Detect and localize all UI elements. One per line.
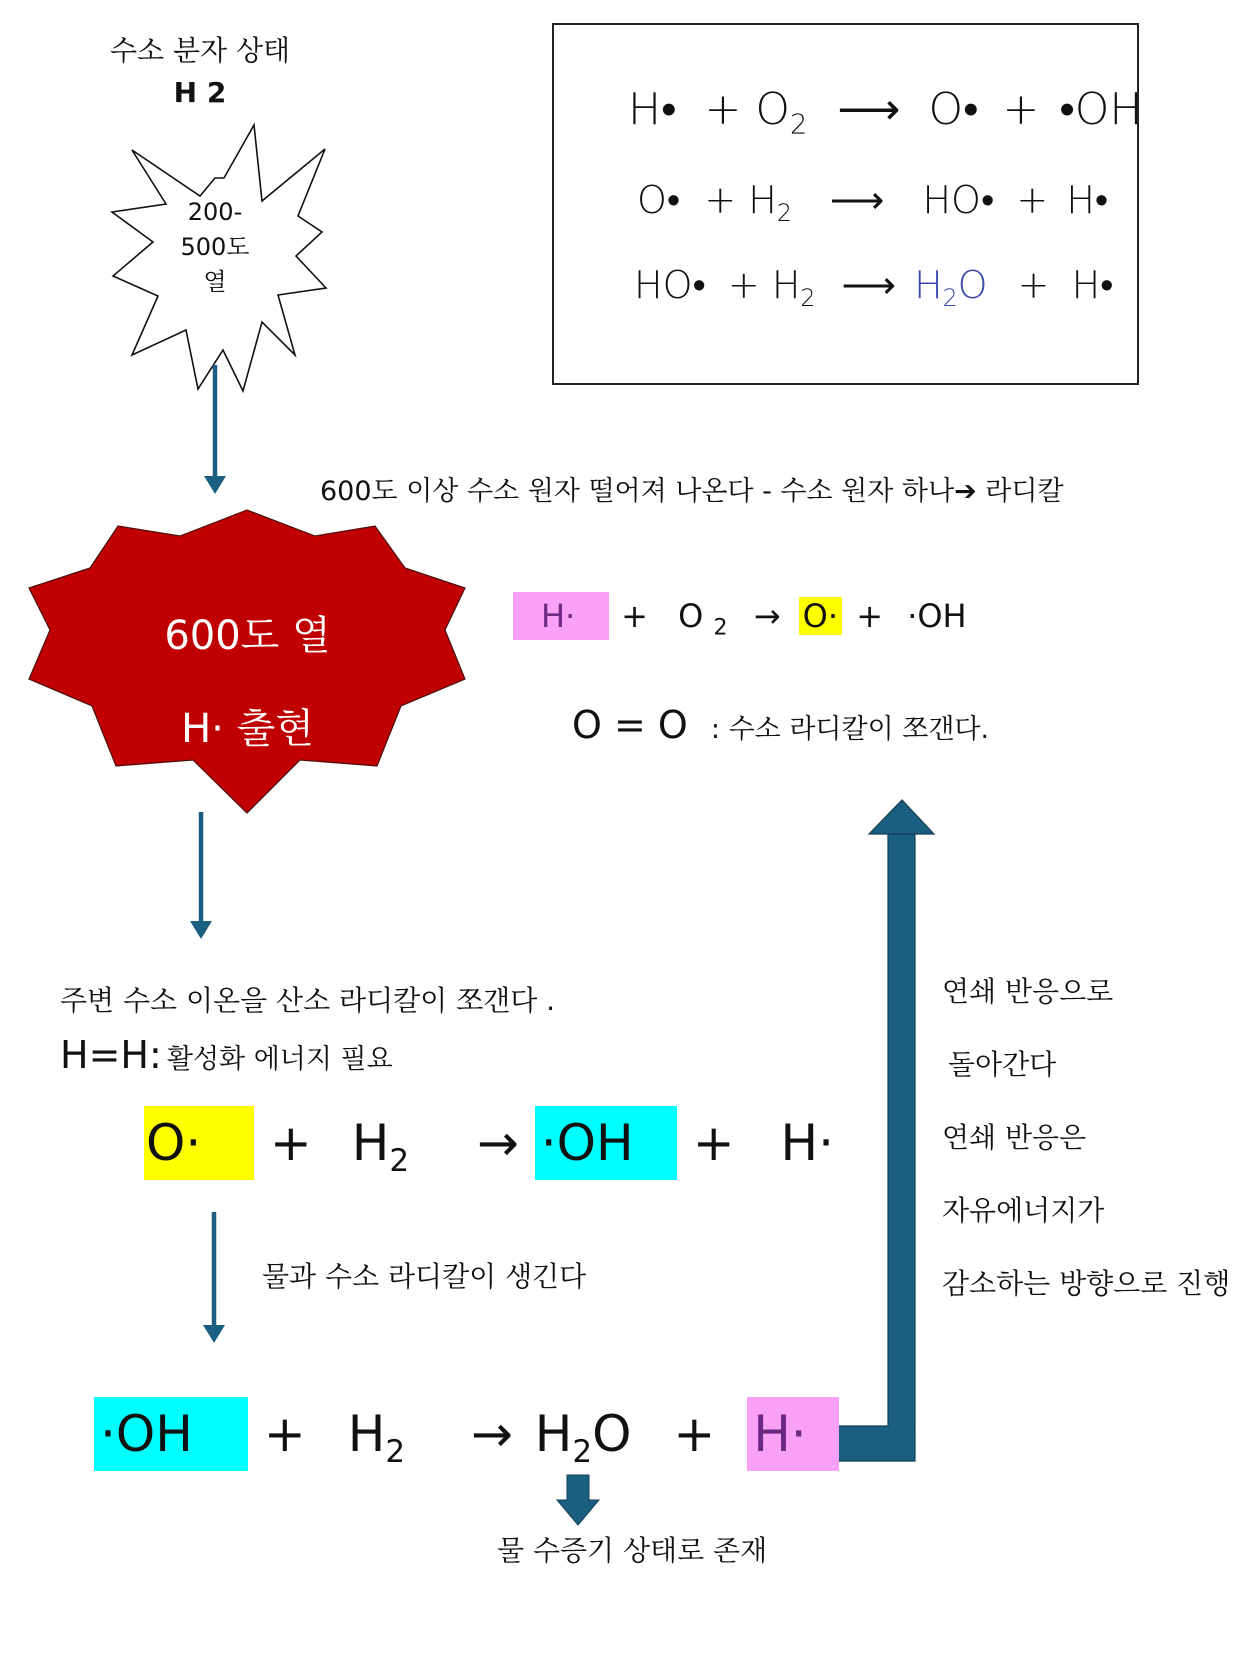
big-burst-label xyxy=(120,590,375,776)
hand-eq1-oh-radical: •OH xyxy=(1059,84,1143,135)
hand-eq2-arrow: ⟶ xyxy=(829,178,885,222)
r1-arrow: → xyxy=(753,597,781,635)
note-600: 600도 이상 수소 원자 떨어져 나온다 - 수소 원자 하나➔ 라디칼 xyxy=(320,476,1064,507)
oo-note: : 수소 라디칼이 쪼갠다. xyxy=(710,714,990,745)
hand-eq2-h-radical: H• xyxy=(1066,178,1109,222)
reaction-2 xyxy=(144,1106,834,1180)
hand-eq-1 xyxy=(628,80,1143,140)
oo-bond: O = O xyxy=(572,703,688,747)
hand-eq2-o-radical: O• xyxy=(637,178,681,222)
hand-eq1-h-radical: H• xyxy=(628,84,677,135)
hand-eq3-plus2: + xyxy=(1017,263,1050,307)
reaction-3 xyxy=(94,1397,839,1471)
r1-h-radical: H· xyxy=(513,592,609,640)
heat-burst-line1: 200- xyxy=(187,198,243,226)
middle-note-line2 xyxy=(60,1033,393,1085)
chain-note xyxy=(942,955,1230,1320)
hand-eq2-plus2: + xyxy=(1016,178,1049,222)
chain-note-line5: 감소하는 방향으로 진행 xyxy=(942,1267,1231,1300)
arrow-down-1 xyxy=(204,365,226,494)
top-label-formula: H 2 xyxy=(173,76,227,109)
r3-plus1: + xyxy=(263,1405,306,1463)
arrow-down-3 xyxy=(203,1212,225,1343)
r3-arrow: → xyxy=(470,1405,513,1463)
r2-plus2: + xyxy=(692,1114,735,1172)
oo-line xyxy=(572,700,989,758)
chain-note-line2: 돌아간다 xyxy=(948,1048,1057,1081)
r1-o2: O $_2$ xyxy=(678,597,728,641)
hand-eq1-plus2: + xyxy=(1002,84,1040,135)
r2-o-radical: O· xyxy=(144,1106,254,1180)
r2-arrow: → xyxy=(476,1114,519,1172)
r2-h-radical: H· xyxy=(780,1114,834,1172)
big-burst-line2: H· 출현 xyxy=(181,706,314,752)
r1-plus2: + xyxy=(856,597,884,635)
top-label xyxy=(100,30,300,114)
r2-oh-radical: ·OH xyxy=(535,1106,677,1180)
r3-plus2: + xyxy=(673,1405,716,1463)
r1-o-radical: O· xyxy=(799,597,842,635)
hand-eq1-o-radical: O• xyxy=(928,84,979,135)
activation-note: 활성화 에너지 필요 xyxy=(166,1044,393,1075)
hand-eq3-h2o: $H_2O$ xyxy=(914,263,988,313)
hand-eq2-ho-radical: HO• xyxy=(922,178,995,222)
steam-arrow xyxy=(557,1475,599,1525)
heat-burst-label xyxy=(165,195,265,300)
hh-bond: H=H: xyxy=(60,1033,162,1077)
hand-eq3-arrow: ⟶ xyxy=(841,263,896,307)
hand-eq3-h-radical: H• xyxy=(1071,263,1114,307)
hand-eq3-h2: $H_2$ xyxy=(771,263,816,313)
r3-h2o: $H_2O$ xyxy=(534,1405,632,1470)
r1-plus1: + xyxy=(621,597,648,635)
chain-note-line4: 자유에너지가 xyxy=(942,1194,1105,1227)
r1-oh-radical: ·OH xyxy=(907,597,967,635)
hand-eq3-plus1: + xyxy=(727,263,760,307)
chain-note-line1: 연쇄 반응으로 xyxy=(942,975,1114,1008)
hand-eq2-plus1: + xyxy=(704,178,737,222)
r2-plus1: + xyxy=(269,1114,312,1172)
hand-eq1-o2: $O_2$ xyxy=(755,84,808,141)
chain-note-line3: 연쇄 반응은 xyxy=(942,1121,1087,1154)
heat-burst-line2: 500도 xyxy=(180,233,250,261)
r2-h2: $H_2$ xyxy=(351,1114,410,1179)
reaction-1 xyxy=(513,592,967,640)
hand-eq1-arrow: ⟶ xyxy=(837,84,901,135)
steam-note: 물 수증기 상태로 존재 xyxy=(497,1534,768,1567)
r3-oh-radical: ·OH xyxy=(94,1397,248,1471)
middle-note-line1: 주변 수소 이온을 산소 라디칼이 쪼갠다 . xyxy=(60,984,556,1017)
hand-eq3-ho-radical: HO• xyxy=(634,263,706,307)
heat-burst-line3: 열 xyxy=(203,268,227,296)
big-burst-line1: 600도 열 xyxy=(164,613,331,659)
top-label-line1: 수소 분자 상태 xyxy=(109,34,291,67)
water-note: 물과 수소 라디칼이 생긴다 xyxy=(262,1260,587,1293)
hand-eq1-plus1: + xyxy=(704,84,742,135)
arrow-down-2 xyxy=(190,812,212,939)
r3-h2: $H_2$ xyxy=(347,1405,406,1470)
hand-eq-2 xyxy=(637,172,1108,228)
hand-eq2-h2: $H_2$ xyxy=(748,178,792,228)
hand-eq-3 xyxy=(634,257,1113,313)
r3-h-radical: H· xyxy=(747,1397,839,1471)
